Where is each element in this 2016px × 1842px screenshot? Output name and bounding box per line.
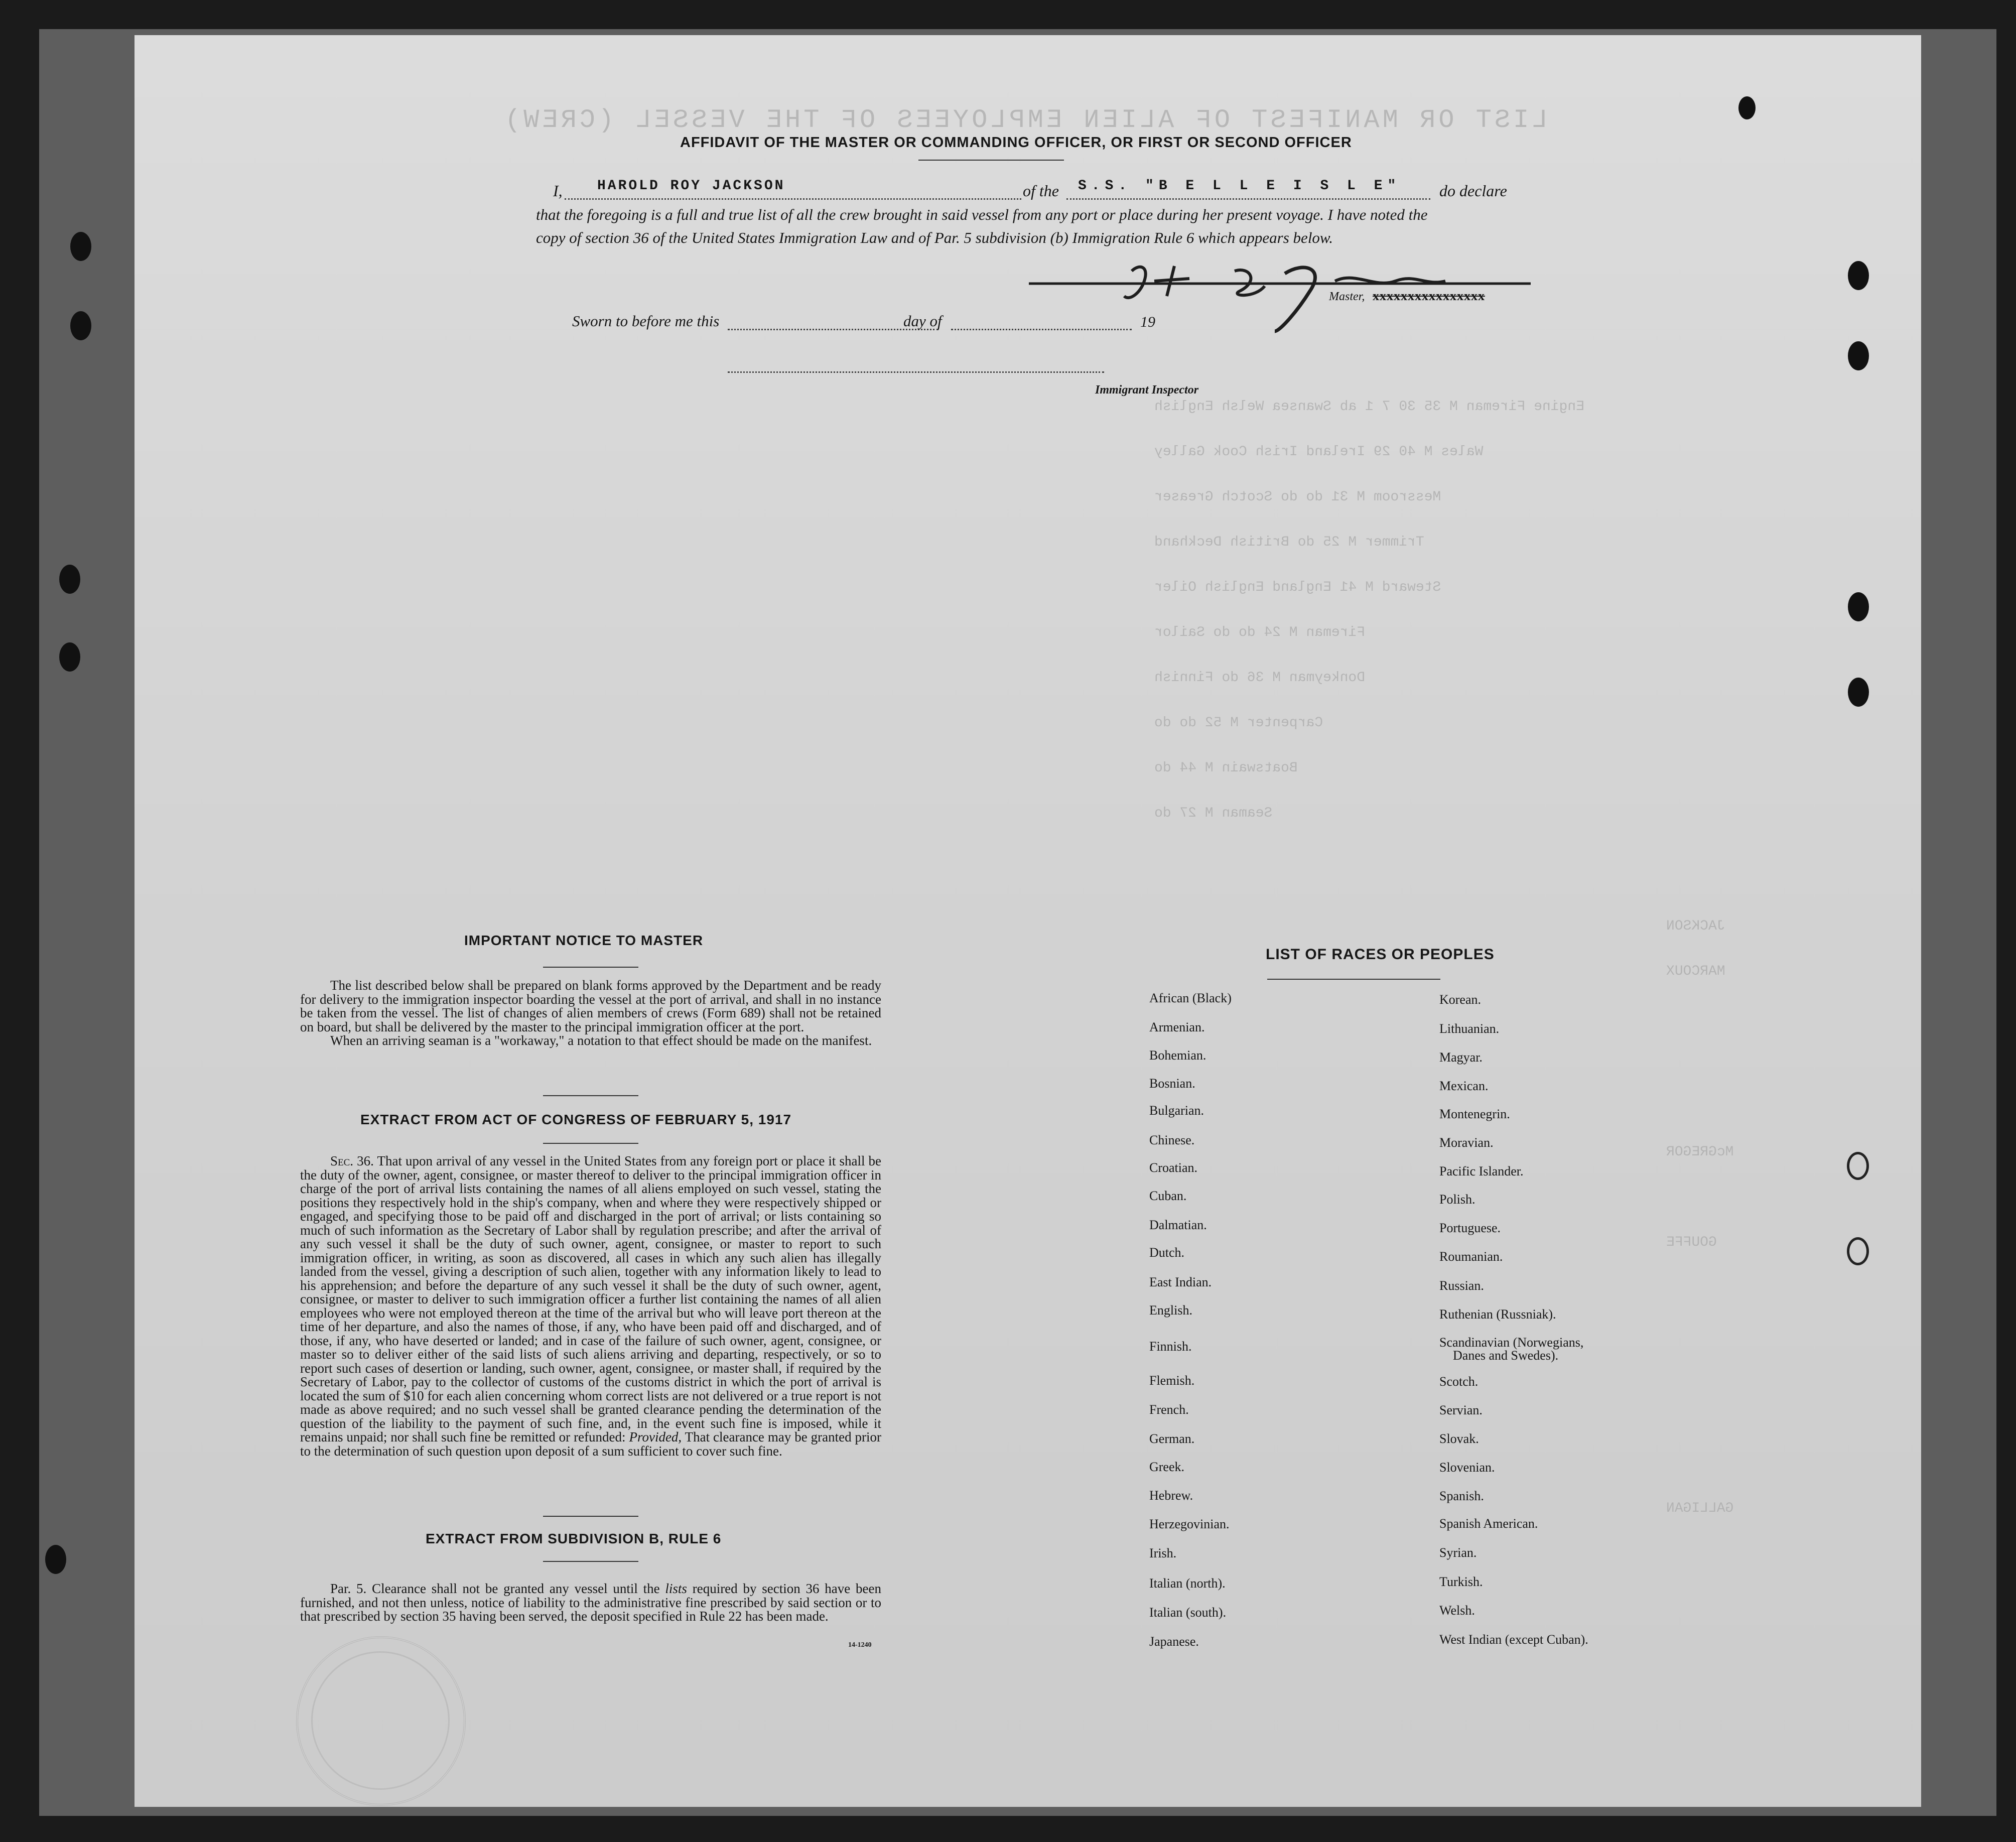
rule6-title: EXTRACT FROM SUBDIVISION B, RULE 6 xyxy=(426,1531,722,1546)
bleed-through-text: Engine Fireman M 35 30 7 1 ab Swansea Welsh English xyxy=(1154,399,1584,415)
race-item: Irish. xyxy=(1149,1546,1177,1560)
race-item: Moravian. xyxy=(1439,1135,1494,1150)
race-item: Polish. xyxy=(1439,1192,1475,1207)
bleed-through-text: LIST OR MANIFEST OF ALIEN EMPLOYEES OF THE VESSEL (CREW) xyxy=(502,105,1548,135)
bleed-through-text: Fireman M 24 do do Sailor xyxy=(1154,625,1366,640)
vessel-name: S.S. "B E L L E I S L E" xyxy=(1078,178,1401,194)
bleed-through-text: Messroom M 31 do do Scotch Greaser xyxy=(1154,489,1441,505)
race-item: Cuban. xyxy=(1149,1189,1187,1203)
notice-body xyxy=(300,979,881,1048)
punch-hole-ring xyxy=(1847,1152,1869,1180)
race-item: Servian. xyxy=(1439,1403,1483,1417)
officer-name-line xyxy=(565,198,1021,200)
form-number: 14-1240 xyxy=(848,1641,872,1649)
punch-hole xyxy=(1738,96,1756,119)
punch-hole xyxy=(59,642,80,672)
race-item: Danes and Swedes). xyxy=(1453,1348,1559,1363)
race-item: Bohemian. xyxy=(1149,1048,1206,1063)
race-item: Turkish. xyxy=(1439,1574,1483,1589)
master-title-struck: xxxxxxxxxxxxxxxx xyxy=(1373,289,1485,303)
race-item: Slovak. xyxy=(1439,1431,1479,1446)
sworn-month-line xyxy=(951,329,1132,330)
races-title-underline xyxy=(1267,979,1440,980)
race-item: Armenian. xyxy=(1149,1020,1205,1034)
race-item: Greek. xyxy=(1149,1460,1185,1474)
race-item: Bulgarian. xyxy=(1149,1103,1204,1118)
inspector-label: Immigrant Inspector xyxy=(1095,383,1199,397)
race-item: Lithuanian. xyxy=(1439,1021,1500,1036)
notice-divider xyxy=(543,1095,638,1096)
inspector-signature-line xyxy=(728,371,1104,373)
race-item: Scotch. xyxy=(1439,1374,1479,1389)
race-item: African (Black) xyxy=(1149,991,1232,1005)
punch-hole xyxy=(45,1545,66,1574)
race-item: Spanish. xyxy=(1439,1489,1484,1503)
race-item: Croatian. xyxy=(1149,1160,1198,1175)
act-title-underline xyxy=(543,1143,638,1144)
of-the-label: of the xyxy=(1023,182,1059,200)
act-section-label: Sec. 36. xyxy=(330,1153,374,1168)
race-item: Roumanian. xyxy=(1439,1249,1503,1264)
bleed-through-text: MARCOUX xyxy=(1666,964,1725,979)
race-item: Syrian. xyxy=(1439,1545,1477,1560)
race-item: French. xyxy=(1149,1402,1189,1417)
bleed-through-text: GALLIGAN xyxy=(1666,1501,1734,1516)
bleed-through-text: Trimmer M 25 do British Deckhand xyxy=(1154,535,1424,550)
embossed-seal-inner xyxy=(311,1651,450,1790)
bleed-through-text: Steward M 41 England English Oiler xyxy=(1154,580,1441,595)
do-declare-label: do declare xyxy=(1439,182,1507,200)
race-item: West Indian (except Cuban). xyxy=(1439,1632,1588,1647)
punch-hole xyxy=(70,311,91,340)
day-of-label: day of xyxy=(903,312,942,330)
rule6-title-underline xyxy=(543,1561,638,1562)
bleed-through-text: GOUFFE xyxy=(1666,1235,1717,1250)
rule6-text-a: Par. 5. Clearance shall not be granted any vessel until the xyxy=(330,1581,660,1596)
race-item: Finnish. xyxy=(1149,1339,1192,1354)
race-item: Dutch. xyxy=(1149,1245,1185,1260)
punch-hole xyxy=(1848,261,1869,290)
race-item: Japanese. xyxy=(1149,1634,1199,1649)
act-provided: Provided, xyxy=(629,1429,682,1444)
officer-name: HAROLD ROY JACKSON xyxy=(597,178,785,194)
sworn-label: Sworn to before me this xyxy=(572,312,720,330)
race-item: Hebrew. xyxy=(1149,1488,1193,1503)
race-item: Portuguese. xyxy=(1439,1221,1501,1235)
race-item: Flemish. xyxy=(1149,1373,1195,1388)
punch-hole xyxy=(1848,678,1869,707)
year-prefix: 19 xyxy=(1140,314,1155,330)
punch-hole xyxy=(1848,592,1869,621)
act-divider xyxy=(543,1516,638,1517)
affidavit-line-2: that the foregoing is a full and true list of all the crew brought in said vessel from any port or place during her present voyage. I have noted the xyxy=(536,206,1428,223)
bleed-through-text: Donkeyman M 36 do Finnish xyxy=(1154,670,1366,686)
races-title: LIST OF RACES OR PEOPLES xyxy=(1266,946,1495,963)
race-item: Bosnian. xyxy=(1149,1076,1195,1091)
rule6-lists: lists xyxy=(665,1581,687,1596)
race-item: Herzegovinian. xyxy=(1149,1517,1230,1531)
bleed-through-text: McGREGOR xyxy=(1666,1144,1734,1160)
race-item: Slovenian. xyxy=(1439,1460,1495,1475)
punch-hole xyxy=(59,565,80,594)
race-item: Welsh. xyxy=(1439,1603,1475,1618)
race-item: German. xyxy=(1149,1431,1195,1446)
race-item: Russian. xyxy=(1439,1278,1484,1293)
notice-paragraph-1: The list described below shall be prepared on blank forms approved by the Department and be ready for delivery to the immigration inspector boarding the vessel at the port of arrival, and shall in no instance be taken from the vessel. The list of changes of alien members of crews (Form 689) shall not be retained on board, but shall be delivered by the master to the principal immigration officer at the port. xyxy=(300,978,881,1034)
affidavit-title: AFFIDAVIT OF THE MASTER OR COMMANDING OFFICER, OR FIRST OR SECOND OFFICER xyxy=(680,135,1352,151)
notice-paragraph-2: When an arriving seaman is a "workaway," a notation to that effect should be made on the manifest. xyxy=(330,1033,872,1048)
race-item: English. xyxy=(1149,1303,1192,1318)
bleed-through-text: Seaman M 27 do xyxy=(1154,806,1273,821)
race-item: Scandinavian (Norwegians, xyxy=(1439,1335,1584,1350)
title-underline xyxy=(918,160,1064,161)
race-item: East Indian. xyxy=(1149,1275,1212,1289)
bleed-through-text: Carpenter M 52 do do xyxy=(1154,715,1323,731)
race-item: Ruthenian (Russniak). xyxy=(1439,1307,1556,1322)
master-label: Master, xyxy=(1329,290,1365,303)
affidavit-line-3: copy of section 36 of the United States Immigration Law and of Par. 5 subdivision (b) Immigration Rule 6 which appears below. xyxy=(536,229,1333,246)
notice-title-underline xyxy=(543,967,638,968)
race-item: Magyar. xyxy=(1439,1050,1483,1065)
race-item: Korean. xyxy=(1439,992,1482,1007)
act-title: EXTRACT FROM ACT OF CONGRESS OF FEBRUARY 5, 1917 xyxy=(360,1112,792,1127)
race-item: Montenegrin. xyxy=(1439,1107,1510,1121)
race-item: Mexican. xyxy=(1439,1079,1489,1093)
bleed-through-text: Boatswain M 44 do xyxy=(1154,760,1298,776)
rule6-text-b: required by section 36 have been furnished, and not then unless, notice of liability to the administrative fine prescribed by said section or to that prescribed by section 35 having been served, the deposit specified in Rule 22 has been made. xyxy=(300,1581,881,1624)
race-item: Italian (south). xyxy=(1149,1605,1227,1620)
vessel-name-line xyxy=(1066,198,1430,200)
race-item: Chinese. xyxy=(1149,1133,1195,1147)
race-item: Dalmatian. xyxy=(1149,1218,1207,1232)
punch-hole-ring xyxy=(1847,1237,1869,1265)
race-item: Italian (north). xyxy=(1149,1576,1226,1591)
race-item: Pacific Islander. xyxy=(1439,1164,1524,1178)
act-section-text: That upon arrival of any vessel in the United States from any foreign port or place it shall be the duty of the owner, agent, consignee, or master thereof to deliver to the principal immigration officer in charge of the port of arrival lists containing the names of all aliens employed on such vessel, stating the positions they respectively hold in the ship's company, when and where they were respectively shipped or engaged, and specifying those to be paid off and discharged in the port of arrival; or lists containing so much of such information as the Secretary of Labor shall by regulation prescribe; and after the arrival of any such vessel it shall be the duty of such owner, agent, consignee, or master to report to such immigration officer, in writing, as soon as discovered, all cases in which any such alien has illegally landed from the vessel, giving a description of such alien, together with any information likely to lead to his apprehension; and before the departure of any such vessel it shall be the duty of such owner, agent, consignee, or master to deliver to such immigration officer a further list containing the names of all alien employees who were not employed thereon at the time of the arrival but who will leave port thereon at the time of her departure, and also the names of those, if any, who have been paid off and discharged, and of those, if any, who have deserted or landed; and in case of the failure of such owner, agent, consignee, or master so to deliver either of the said lists of such aliens arriving and departing, respectively, or so to report such cases of desertion or landing, such owner, agent, consignee, or master shall, if required by the Secretary of Labor, pay to the collector of customs of the customs district in which the port of arrival is located the sum of $10 for each alien concerning whom correct lists are not delivered or a true report is not made as above required; and no such vessel shall be granted clearance pending the determination of the question of the liability to the payment of such fine, and, in the event such fine is imposed, while it remains unpaid; nor shall such fine be remitted or refunded: xyxy=(300,1153,882,1444)
notice-title: IMPORTANT NOTICE TO MASTER xyxy=(464,933,704,948)
bleed-through-text: JACKSON xyxy=(1666,918,1725,934)
bleed-through-text: Wales M 40 29 Ireland Irish Cook Galley xyxy=(1154,444,1484,460)
rule6-body xyxy=(300,1582,881,1624)
affidavit-pronoun: I, xyxy=(553,182,563,200)
punch-hole xyxy=(70,232,91,261)
punch-hole xyxy=(1848,341,1869,370)
act-section-tail: That clearance may be granted prior to the determination of such question upon deposit of a sum sufficient to cover such fine. xyxy=(300,1429,881,1459)
act-body xyxy=(300,1154,881,1458)
race-item: Spanish American. xyxy=(1439,1516,1538,1531)
